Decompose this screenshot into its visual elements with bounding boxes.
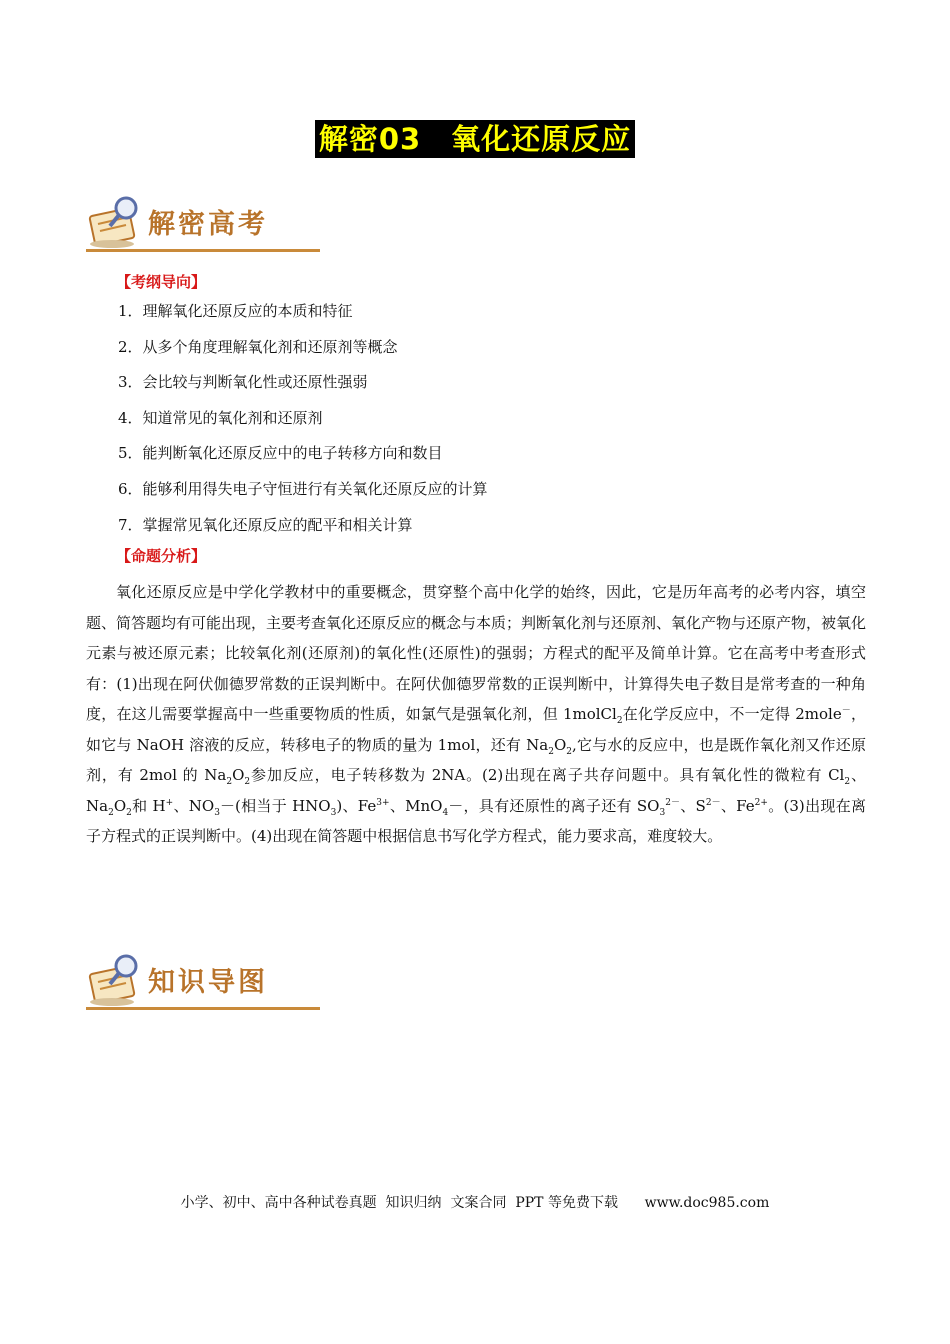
notebook-magnifier-icon — [86, 194, 148, 252]
syllabus-list — [118, 300, 488, 549]
title-wrap — [0, 120, 950, 158]
page-footer: 小学、初中、高中各种试卷真题 知识归纳 文案合同 PPT 等免费下载 www.doc985.com — [180, 1195, 770, 1211]
list-item: 7．掌握常见氧化还原反应的配平和相关计算 — [118, 515, 413, 534]
list-item: 6．能够利用得失电子守恒进行有关氧化还原反应的计算 — [118, 479, 488, 498]
page-title: 解密03 氧化还原反应 — [315, 120, 635, 158]
section-label-syllabus: 【考纲导向】 — [116, 273, 207, 291]
notebook-magnifier-icon — [86, 952, 148, 1010]
banner-title: 知识导图 — [148, 967, 268, 998]
list-item: 1．理解氧化还原反应的本质和特征 — [118, 302, 353, 320]
banner-underline — [86, 1007, 320, 1010]
analysis-paragraph — [86, 577, 866, 852]
list-item: 4．知道常见的氧化剂和还原剂 — [118, 408, 323, 427]
list-item: 5．能判断氧化还原反应中的电子转移方向和数目 — [118, 444, 443, 463]
banner-underline — [86, 249, 320, 252]
list-item: 2．从多个角度理解氧化剂和还原剂等概念 — [118, 337, 398, 356]
analysis-text: 氧化还原反应是中学化学教材中的重要概念，贯穿整个高中化学的始终，因此，它是历年高考的必考内容，填空题、简答题均有可能出现，主要考查氧化还原反应的概念与本质；判断氧化剂与还原剂、氧化产物与还原产物，被氧化元素与被还原元素；比较氧化剂(还原剂)的氧化性(还原性)的强弱；方程式的配平及简单计算。它在高考中考查形式有：(1)出现在阿伏伽德罗常数的正误判断中。在阿伏伽德罗常数的正误判断中，计算得失电子数目是常考查的一种角度，在这儿需要掌握高中一些重要物质的性质，如氯气是强氧化剂，但 1molCl$_2$在化学反应中，不一定得 2mole－，如它与 NaOH 溶液的反应，转移电子的物质的量为 1mol，还有 $Na_2O_2$,它与水的反应中，也是既作氧化剂又作还原剂，有 2mol 的 $Na_2O_2$参加反应，电子转移数为 2NA。(2)出现在离子共存问题中。具有氧化性的微粒有 $Cl_2$、$Na_2O_2$和 H+、$NO_3-$(相当于 $HNO_3$)、$Fe^{3+}$、MnO$_4$－，具有还原性的离子还有 $SO_3^{2-}$、$S^{2-}$、$Fe^{2+}$。(3)出现在离子方程式的正误判断中。(4)出现在简答题中根据信息书写化学方程式，能力要求高，难度较大。 — [86, 583, 867, 845]
banner-zhishi-daotu — [86, 952, 320, 1012]
list-item: 3．会比较与判断氧化性或还原性强弱 — [118, 373, 368, 392]
section-label-analysis: 【命题分析】 — [116, 547, 207, 565]
banner-title: 解密高考 — [148, 209, 268, 240]
banner-jiemi-gaokao — [86, 194, 320, 254]
